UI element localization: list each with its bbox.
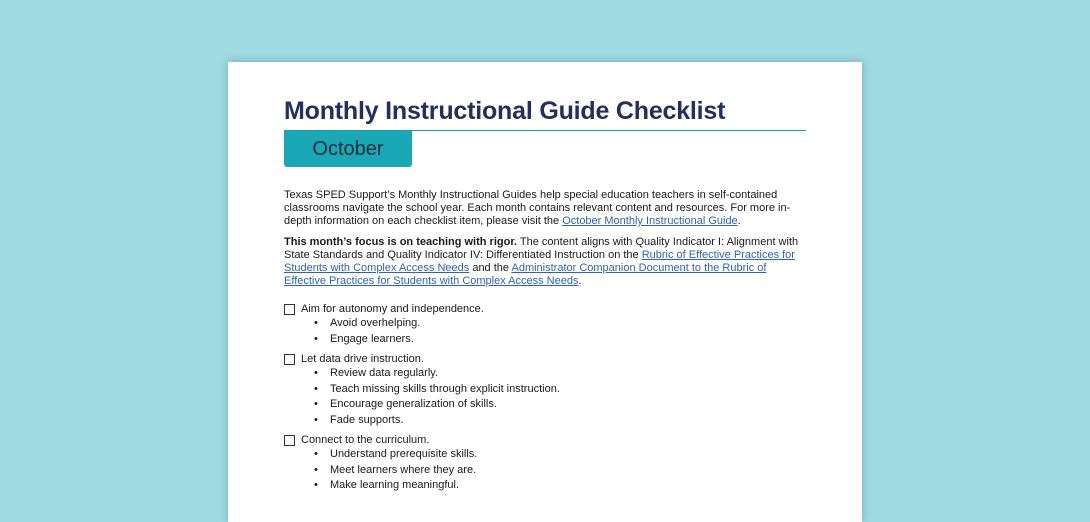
companion-document-link[interactable]: Administrator Companion Document to the Rubric of Effective Practices for Students with Complex Access Needs xyxy=(284,262,767,287)
document-page xyxy=(228,62,862,522)
checklist-item-autonomy xyxy=(284,302,806,347)
document-content xyxy=(284,94,806,499)
checklist-subitem xyxy=(284,463,806,479)
checkbox[interactable] xyxy=(284,304,295,315)
intro-end: . xyxy=(737,215,741,227)
checklist-subitem-label: Fade supports. xyxy=(330,413,404,426)
bullet-icon: • xyxy=(314,448,318,460)
checkbox[interactable] xyxy=(284,354,295,365)
checklist-item-label: Connect to the curriculum. xyxy=(301,434,430,446)
page-title: Monthly Instructional Guide Checklist xyxy=(284,97,726,125)
bullet-icon: • xyxy=(314,367,318,379)
checklist-subitem-label: Make learning meaningful. xyxy=(330,479,460,491)
checklist-subitem-label: Avoid overhelping. xyxy=(330,317,421,329)
october-guide-link[interactable]: October Monthly Instructional Guide xyxy=(562,215,738,227)
checklist xyxy=(284,302,806,494)
bullet-icon: • xyxy=(314,332,318,345)
checklist-item-label: Let data drive instruction. xyxy=(301,353,424,365)
intro-text: Texas SPED Support’s Monthly Instructional Guides help special education teachers in self-contained classrooms navigate the school year. Each month contains relevant content and resources. For more in-depth information on each checklist item, please visit the xyxy=(284,189,791,227)
checklist-subitem-label: Teach missing skills through explicit instruction. xyxy=(330,382,560,395)
checklist-item-label: Aim for autonomy and independence. xyxy=(301,303,484,315)
focus-heading: This month’s focus is on teaching with rigor. xyxy=(284,236,518,248)
checklist-subitem-label: Engage learners. xyxy=(330,332,414,345)
checklist-item-curriculum xyxy=(284,433,806,494)
focus-text: The content aligns with Quality Indicator I: Alignment with State Standards and Quality Indicator IV: Differentiated Instruction on the xyxy=(284,236,799,261)
rubric-link[interactable]: Rubric of Effective Practices for Students with Complex Access Needs xyxy=(284,249,795,274)
checklist-subitem-label: Understand prerequisite skills. xyxy=(330,448,478,460)
checklist-subitem-label: Review data regularly. xyxy=(330,367,439,379)
month-badge: October xyxy=(284,131,412,167)
checklist-subitem xyxy=(284,382,806,398)
intro-paragraph xyxy=(284,189,806,228)
checklist-subitem-label: Encourage generalization of skills. xyxy=(330,398,497,410)
checklist-subitem xyxy=(284,397,806,413)
bullet-icon: • xyxy=(314,413,318,426)
checklist-subitem xyxy=(284,447,806,463)
focus-mid: and the xyxy=(469,262,512,274)
bullet-icon: • xyxy=(314,398,318,410)
checklist-subitem xyxy=(284,332,806,348)
focus-end: . xyxy=(578,275,582,287)
bullet-icon: • xyxy=(314,479,318,491)
checklist-subitem xyxy=(284,478,806,494)
checklist-subitem xyxy=(284,413,806,429)
focus-paragraph xyxy=(284,236,806,288)
checklist-subitem-label: Meet learners where they are. xyxy=(330,463,477,476)
checklist-item-data xyxy=(284,352,806,428)
bullet-icon: • xyxy=(314,463,318,476)
bullet-icon: • xyxy=(314,317,318,329)
checklist-subitem xyxy=(284,316,806,332)
checklist-subitem xyxy=(284,366,806,382)
bullet-icon: • xyxy=(314,382,318,395)
checkbox[interactable] xyxy=(284,435,295,446)
